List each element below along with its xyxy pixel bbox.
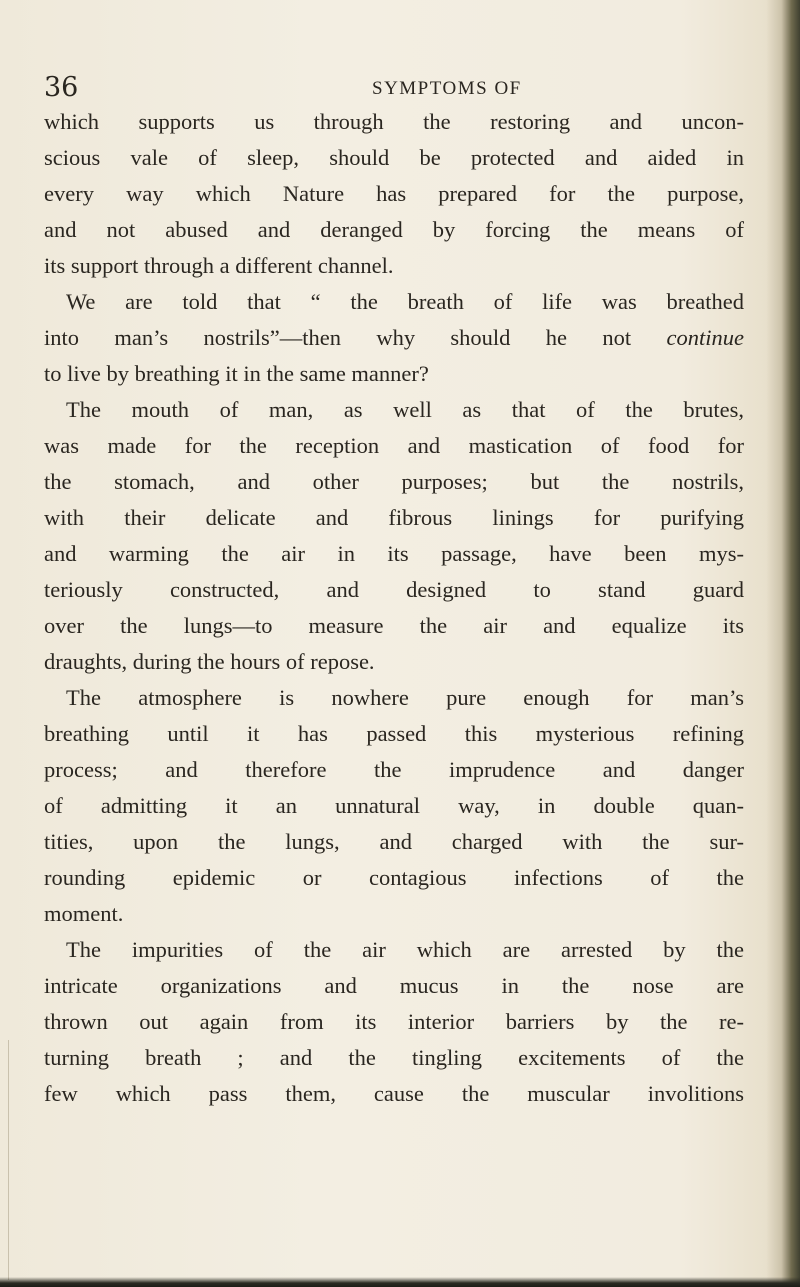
text-segment: into man’s nostrils”—then why should he not bbox=[44, 325, 667, 350]
italic-word: continue bbox=[666, 325, 744, 350]
text-line: rounding epidemic or contagious infections of the bbox=[44, 865, 744, 890]
text-line: scious vale of sleep, should be protected and aided in bbox=[44, 145, 744, 170]
text-line: draughts, during the hours of repose. bbox=[44, 649, 375, 674]
text-line: few which pass them, cause the muscular involitions bbox=[44, 1081, 744, 1106]
text-line: over the lungs—to measure the air and equalize its bbox=[44, 613, 744, 638]
text-line: and warming the air in its passage, have been mys- bbox=[44, 541, 744, 566]
text-line: the stomach, and other purposes; but the nostrils, bbox=[44, 469, 744, 494]
page-number: 36 bbox=[44, 72, 79, 103]
text-line: We are told that “ the breath of life was breathed bbox=[66, 289, 744, 314]
running-title: SYMPTOMS OF bbox=[372, 78, 522, 99]
text-line: moment. bbox=[44, 901, 124, 926]
text-line: its support through a different channel. bbox=[44, 253, 394, 278]
text-line: turning breath ; and the tingling excitements of the bbox=[44, 1045, 744, 1070]
page-edge-line bbox=[8, 1040, 9, 1280]
text-line: thrown out again from its interior barriers by the re- bbox=[44, 1009, 744, 1034]
text-line: to live by breathing it in the same manner? bbox=[44, 361, 429, 386]
binding-shadow bbox=[766, 0, 800, 1287]
running-head bbox=[0, 60, 800, 103]
text-line: which supports us through the restoring and uncon- bbox=[44, 109, 744, 134]
text-line: process; and therefore the imprudence and danger bbox=[44, 757, 744, 782]
text-line: teriously constructed, and designed to stand guard bbox=[44, 577, 744, 602]
text-line: The atmosphere is nowhere pure enough for man’s bbox=[66, 685, 744, 710]
text-line: intricate organizations and mucus in the nose are bbox=[44, 973, 744, 998]
text-line: tities, upon the lungs, and charged with the sur- bbox=[44, 829, 744, 854]
text-line: of admitting it an unnatural way, in double quan- bbox=[44, 793, 744, 818]
text-line: The impurities of the air which are arrested by the bbox=[66, 937, 744, 962]
text-line: every way which Nature has prepared for the purpose, bbox=[44, 181, 744, 206]
text-line: and not abused and deranged by forcing the means of bbox=[44, 217, 744, 242]
body-text bbox=[44, 104, 744, 1112]
text-line: with their delicate and fibrous linings for purifying bbox=[44, 505, 744, 530]
text-line: The mouth of man, as well as that of the brutes, bbox=[66, 397, 744, 422]
page-bottom-edge bbox=[0, 1277, 800, 1287]
text-line bbox=[44, 320, 744, 356]
text-line: breathing until it has passed this mysterious refining bbox=[44, 721, 744, 746]
text-line: was made for the reception and mastication of food for bbox=[44, 433, 744, 458]
